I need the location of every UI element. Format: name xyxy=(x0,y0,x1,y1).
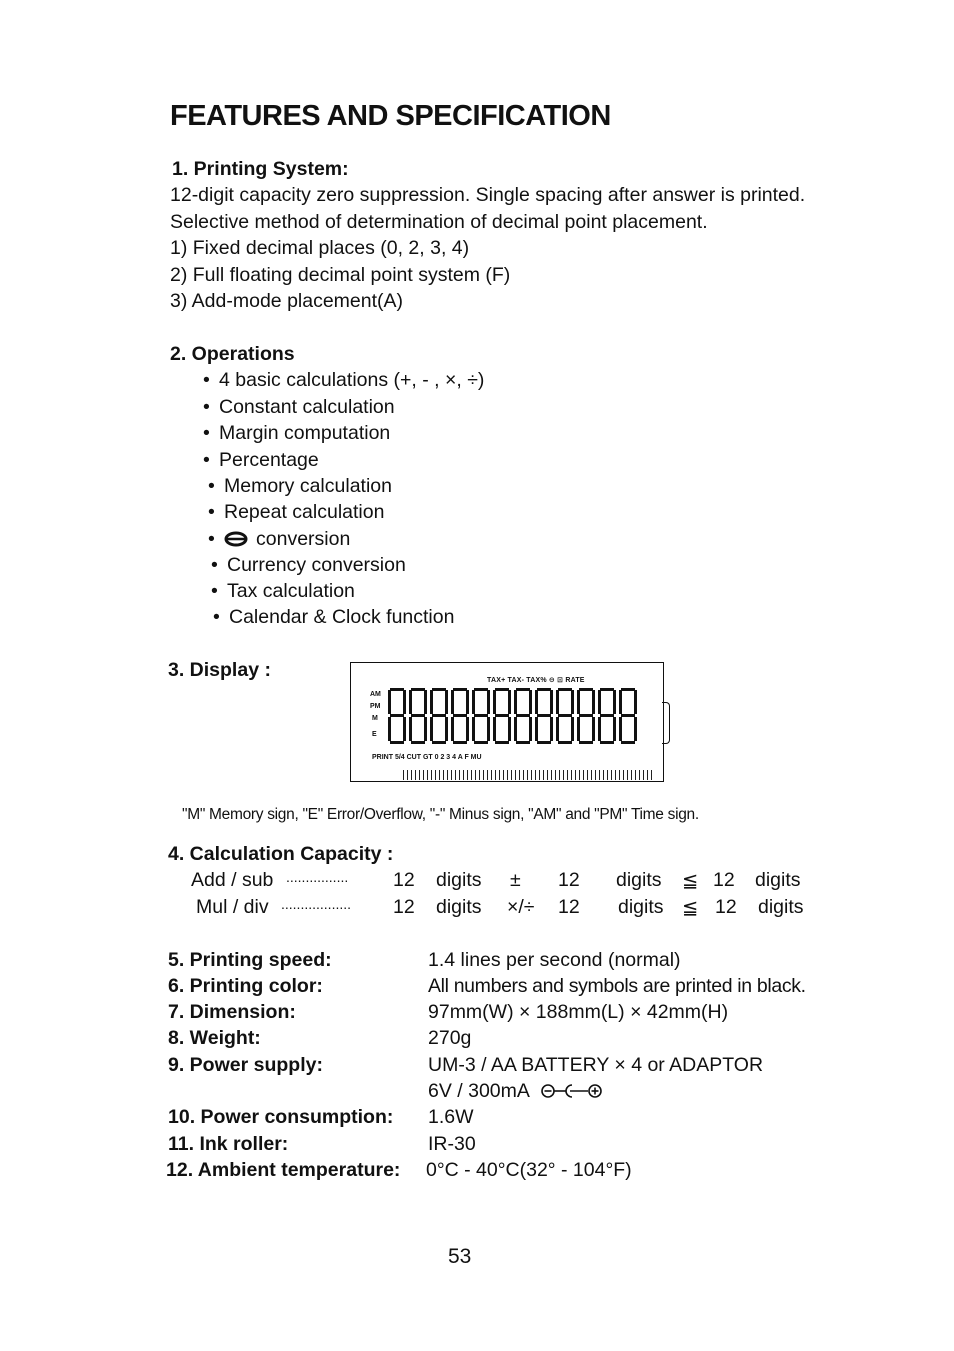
lcd-segment xyxy=(409,717,412,741)
lcd-segment xyxy=(592,717,595,741)
lcd-segment xyxy=(558,688,572,691)
display-caption: "M" Memory sign, "E" Error/Overflow, "-" Minus sign, "AM" and "PM" Time sign. xyxy=(182,806,699,823)
lcd-segment xyxy=(466,717,469,741)
lcd-segment xyxy=(453,688,467,691)
printing-system-line-2: Selective method of determination of decimal point placement. xyxy=(170,211,708,233)
spec-label: 12. Ambient temperature: xyxy=(166,1159,401,1181)
lcd-segment xyxy=(600,688,614,691)
spec-value: 0°C - 40°C(32° - 104°F) xyxy=(426,1159,632,1181)
lcd-segment xyxy=(432,688,446,691)
lcd-segment xyxy=(451,717,454,741)
operation-item: • Percentage xyxy=(203,449,319,472)
lcd-segment xyxy=(529,717,532,741)
capacity-row-compare: ≦ xyxy=(682,897,699,919)
lcd-side-label: PM xyxy=(370,703,381,710)
lcd-segment xyxy=(621,741,635,744)
lcd-segment xyxy=(577,717,580,741)
operation-item: • Memory calculation xyxy=(208,475,392,498)
lcd-digit xyxy=(472,688,490,744)
lcd-segment xyxy=(474,688,488,691)
capacity-row-word: digits xyxy=(436,869,482,891)
lcd-segment xyxy=(474,741,488,744)
spec-value: 1.4 lines per second (normal) xyxy=(428,949,681,971)
capacity-row-digits: 12 xyxy=(713,869,735,891)
lcd-segment xyxy=(516,714,530,717)
lcd-segment xyxy=(453,741,467,744)
lcd-digit xyxy=(451,688,469,744)
capacity-row-word: digits xyxy=(436,896,482,918)
spec-label: 11. Ink roller: xyxy=(168,1133,289,1155)
capacity-row-word: digits xyxy=(618,896,664,918)
operations-heading: 2. Operations xyxy=(170,343,295,365)
printing-system-line-4: 2) Full floating decimal point system (F) xyxy=(170,264,511,286)
lcd-segment xyxy=(535,717,538,741)
lcd-segment xyxy=(516,741,530,744)
lcd-segment xyxy=(571,690,574,714)
lcd-segment xyxy=(411,688,425,691)
lcd-segment xyxy=(403,690,406,714)
capacity-row-digits: 12 xyxy=(715,896,737,918)
lcd-segment xyxy=(411,714,425,717)
lcd-digit xyxy=(619,688,637,744)
display-heading: 3. Display : xyxy=(168,659,271,681)
lcd-segment xyxy=(430,690,433,714)
capacity-row-compare: ≦ xyxy=(682,870,699,892)
lcd-side-label: AM xyxy=(370,691,381,698)
lcd-segment xyxy=(535,690,538,714)
capacity-row-digits: 12 xyxy=(393,896,415,918)
lcd-segment xyxy=(550,690,553,714)
spec-label: 9. Power supply: xyxy=(168,1054,323,1076)
lcd-segment xyxy=(598,717,601,741)
lcd-side-label: M xyxy=(372,715,378,722)
lcd-segment xyxy=(600,741,614,744)
lcd-segment xyxy=(508,690,511,714)
lcd-segment xyxy=(619,690,622,714)
lcd-digit xyxy=(514,688,532,744)
spec-value-adaptor xyxy=(428,1080,604,1103)
lcd-segment xyxy=(619,717,622,741)
capacity-row-word: digits xyxy=(616,869,662,891)
lcd-segment xyxy=(409,690,412,714)
lcd-digit xyxy=(388,688,406,744)
page-number: 53 xyxy=(448,1245,472,1268)
spec-value: 97mm(W) × 188mm(L) × 42mm(H) xyxy=(428,1001,729,1023)
spec-value: IR-30 xyxy=(428,1133,476,1155)
spec-label: 5. Printing speed: xyxy=(168,949,332,971)
lcd-bottom-labels: PRINT 5/4 CUT GT 0 2 3 4 A F MU xyxy=(372,754,482,761)
lcd-segment xyxy=(472,717,475,741)
capacity-row-leader: .................. xyxy=(281,896,352,912)
lcd-digit xyxy=(598,688,616,744)
lcd-top-labels: TAX+ TAX- TAX% ⊖ ⊡ RATE xyxy=(487,677,585,684)
lcd-segment xyxy=(621,688,635,691)
capacity-row-label: Mul / div xyxy=(196,896,269,918)
lcd-side-label: E xyxy=(372,731,377,738)
lcd-segment xyxy=(558,714,572,717)
spec-value: UM-3 / AA BATTERY × 4 or ADAPTOR xyxy=(428,1054,764,1076)
lcd-segment xyxy=(598,690,601,714)
lcd-segment xyxy=(508,717,511,741)
lcd-digit xyxy=(556,688,574,744)
capacity-row-leader: ................ xyxy=(286,869,349,885)
lcd-segment xyxy=(424,717,427,741)
lcd-segment xyxy=(579,688,593,691)
lcd-segment xyxy=(487,717,490,741)
capacity-row-word: digits xyxy=(755,869,801,891)
lcd-segment xyxy=(621,714,635,717)
lcd-segment xyxy=(487,690,490,714)
lcd-digit xyxy=(430,688,448,744)
lcd-segment xyxy=(514,690,517,714)
lcd-digit xyxy=(577,688,595,744)
currency-symbol-icon xyxy=(224,531,248,547)
lcd-segment xyxy=(432,714,446,717)
lcd-segment xyxy=(403,717,406,741)
lcd-segment xyxy=(453,714,467,717)
operation-item: • 4 basic calculations (+, - , ×, ÷) xyxy=(203,369,484,392)
lcd-segment xyxy=(529,690,532,714)
lcd-segment xyxy=(579,741,593,744)
lcd-segment xyxy=(388,717,391,741)
spec-label: 8. Weight: xyxy=(168,1027,261,1049)
operation-item: • Currency conversion xyxy=(211,554,406,577)
lcd-segment xyxy=(556,717,559,741)
spec-value: All numbers and symbols are printed in black. xyxy=(428,975,806,997)
lcd-segment xyxy=(600,714,614,717)
spec-value: 270g xyxy=(428,1027,472,1049)
lcd-segment xyxy=(388,690,391,714)
lcd-segment xyxy=(613,690,616,714)
lcd-bracket xyxy=(662,702,670,744)
lcd-segment xyxy=(592,690,595,714)
lcd-segment xyxy=(577,690,580,714)
lcd-segment xyxy=(495,688,509,691)
lcd-segment xyxy=(451,690,454,714)
lcd-segment xyxy=(550,717,553,741)
lcd-segment xyxy=(516,688,530,691)
capacity-row-operator: ± xyxy=(510,869,521,891)
lcd-segment xyxy=(613,717,616,741)
lcd-segment xyxy=(390,714,404,717)
capacity-row-operator: ×/÷ xyxy=(507,896,535,918)
page-title: FEATURES AND SPECIFICATION xyxy=(170,100,611,132)
capacity-row-label: Add / sub xyxy=(191,869,274,891)
lcd-segment xyxy=(571,717,574,741)
operation-item: • Constant calculation xyxy=(203,396,395,419)
lcd-segment xyxy=(411,741,425,744)
lcd-segment xyxy=(537,741,551,744)
operation-item-label: conversion xyxy=(256,528,351,550)
lcd-segment xyxy=(579,714,593,717)
lcd-digit xyxy=(409,688,427,744)
lcd-segment xyxy=(558,741,572,744)
lcd-segment xyxy=(432,741,446,744)
lcd-segment xyxy=(390,688,404,691)
lcd-segment xyxy=(556,690,559,714)
lcd-segment xyxy=(537,714,551,717)
printing-system-line-1: 12-digit capacity zero suppression. Single spacing after answer is printed. xyxy=(170,184,806,206)
lcd-segment xyxy=(634,690,637,714)
printing-system-line-5: 3) Add-mode placement(A) xyxy=(170,290,404,312)
operation-item: • Repeat calculation xyxy=(208,501,384,524)
lcd-segment xyxy=(390,741,404,744)
operation-item: • Margin computation xyxy=(203,422,390,445)
lcd-segment xyxy=(634,717,637,741)
spec-label: 6. Printing color: xyxy=(168,975,323,997)
capacity-row-digits: 12 xyxy=(393,869,415,891)
spec-label: 10. Power consumption: xyxy=(168,1106,394,1128)
lcd-segment xyxy=(514,717,517,741)
capacity-heading: 4. Calculation Capacity : xyxy=(168,843,394,865)
lcd-segment xyxy=(472,690,475,714)
operation-item: • Calendar & Clock function xyxy=(213,606,454,629)
lcd-segment xyxy=(495,741,509,744)
spec-value: 6V / 300mA xyxy=(428,1080,529,1102)
lcd-segment xyxy=(445,690,448,714)
lcd-segment xyxy=(493,690,496,714)
printing-system-heading: 1. Printing System: xyxy=(172,158,349,180)
lcd-segment xyxy=(495,714,509,717)
lcd-digit xyxy=(535,688,553,744)
polarity-icon xyxy=(540,1082,604,1100)
lcd-segment xyxy=(466,690,469,714)
lcd-segment xyxy=(493,717,496,741)
lcd-segment xyxy=(424,690,427,714)
lcd-segment xyxy=(445,717,448,741)
operation-item-conversion: • conversion xyxy=(208,528,351,550)
lcd-digit-row xyxy=(388,688,637,744)
operation-item: • Tax calculation xyxy=(211,580,355,603)
spec-label: 7. Dimension: xyxy=(168,1001,296,1023)
lcd-tick-marks xyxy=(403,770,653,780)
lcd-segment xyxy=(474,714,488,717)
spec-value: 1.6W xyxy=(428,1106,474,1128)
lcd-digit xyxy=(493,688,511,744)
lcd-segment xyxy=(430,717,433,741)
capacity-row-digits: 12 xyxy=(558,896,580,918)
capacity-row-digits: 12 xyxy=(558,869,580,891)
lcd-segment xyxy=(537,688,551,691)
printing-system-line-3: 1) Fixed decimal places (0, 2, 3, 4) xyxy=(170,237,470,259)
capacity-row-word: digits xyxy=(758,896,804,918)
